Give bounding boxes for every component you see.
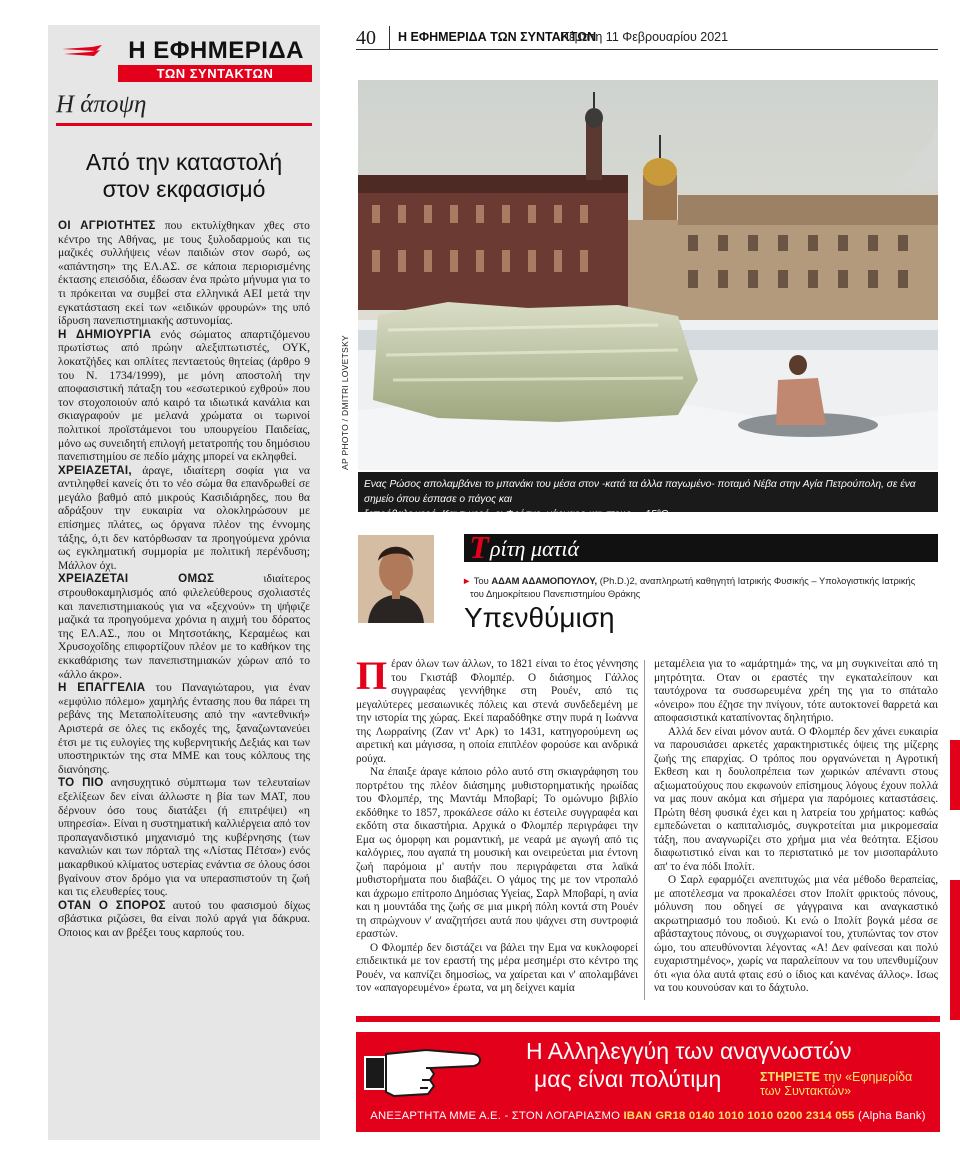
ad-bank-name: (Alpha Bank): [854, 1110, 926, 1122]
ad-subheadline: μας είναι πολύτιμη: [534, 1066, 722, 1092]
opinion-paragraph: [58, 219, 310, 328]
article-paragraph: μεταμέλεια για το «αμάρτημά» της, να μη συγκινείται από τη μητρότητα. Οταν οι εραστές την εγκαταλείπουν και ταυτόχρονα τα συσσωρευμένα χρέη της για το σπάταλο «όνειρο» που έζησε την πνίγουν, τότε αυτοκτονεί θαρρετά και αποφασιστικά καταπίνοντας δηλητήριο.: [654, 658, 938, 724]
paragraph-text: αυτού του φασισμού δίχως σβάστικα ριζώσει, θα είναι πολύ αργά για δάκρυα. Οποιος και αν βρέξει τους καρπούς του.: [58, 898, 310, 939]
page-number: 40: [356, 26, 390, 50]
paragraph-text: που εκτυλίχθηκαν χθες στο κέντρο της Αθήνας, με τους ξυλοδαρμούς και τις μαζικές συλλήψεις νέων παιδιών στον σωρό, ως «απάντηση» της ΕΛ.ΑΣ. σε κάποια περιορισμένης έκτασης επεισόδια, έδωσαν ένα πρώτο μήνυμα για το τι πρόκειται να συμβεί στα ελληνικά ΑΕΙ μετά την εγκατάσταση εκεί των «ειδικών φρουρών» της υπό ίδρυση πανεπιστημιακής αστυνομίας.: [58, 219, 310, 328]
article-column-2: [654, 658, 938, 996]
opinion-headline-line2: στον εκφασισμό: [102, 176, 266, 202]
article-title: Υπενθύμιση: [464, 602, 615, 633]
photo-caption: [358, 472, 938, 520]
byline-author-name: ΑΔΑΜ ΑΔΑΜΟΠΟΥΛΟΥ,: [491, 575, 598, 586]
header-paper-name: Η ΕΦΗΜΕΡΙΔΑ ΤΩΝ ΣΥΝΤΑΚΤΩΝ: [398, 30, 597, 44]
opinion-paragraph: [58, 681, 310, 776]
article-paragraph: Να έπαιξε άραγε κάποιο ρόλο αυτό στη σκιαγράφηση του πορτρέτου της πλέον διάσημης μυθιστορηματικής ηρωίδας του Φλομπέρ, της Μαντάμ Μποβαρί; Το ομώνυμο βιβλίο εκδόθηκε το 1857, προκάλεσε σάλο κι έστειλε συγγραφέα και εκδότη στα δικαστήρια. Αρχικά ο Φλομπέρ περιγράφει την Εμα ως όμορφη και ρομαντική, με νεαρά με αγωγή από τις καλόγριες, που αγαπά τη μουσική και ονειρεύεται μια έντονη ζωή παρόμοια μ' αυτήν που περιγράφεται στα λαϊκά μυθιστορήματα που διαβάζει. Ο γάμος της με τον ντροπαλό και άχρωμο επίτροπο Δημόσιας Υγείας, Σαρλ Μποβαρί, η ανία και η μουντάδα της ζωής σε μια μικρή πόλη κοντά στη Ρουέν τη σπρώχνουν ν' αναζητήσει αυτά που ψάχνει στη συντροφιά εραστών.: [356, 766, 638, 940]
opinion-paragraph: [58, 572, 310, 681]
ad-footer-prefix: ΑΝΕΞΑΡΤΗΤΑ ΜΜΕ Α.Ε. - ΣΤΟΝ ΛΟΓΑΡΙΑΣΜΟ: [370, 1110, 624, 1122]
pointing-hand-icon: [364, 1040, 482, 1110]
byline-prefix: Του: [473, 575, 492, 586]
article-column-1: [356, 653, 638, 996]
paragraph-lead: Η ΔΗΜΙΟΥΡΓΙΑ: [58, 327, 152, 341]
article-paragraph: Αλλά δεν είναι μόνον αυτά. Ο Φλομπέρ δεν χάνει ευκαιρία να παρουσιάσει αρκετές χαρακτηριστικές όψεις της μίζερης ζωής της επαρχίας. Ο τρόπος που οργανώνεται η Αγροτική Εκθεση και η δουλοπρέπεια των χωρικών απέναντι στους αξιωματούχους που εκφωνούν επίσημους λόγους έχουν πολλά να μας πουν ακόμα και σήμερα για παρόμοιες καταστάσεις. Πρώτη θέση φυσικά έχει και η λατρεία του χρήματος: καθώς εμπεδώνεται ο καπιταλισμός, συγκροτείται μια μικρομεσαία τάξη, που αναγνωρίζει στο χρήμα μια νέα θεότητα. Εξίσου διαφωτιστικό είναι και το περιστατικό με τον μισοπαράλυτο απ' το ένα πόδι Ιπολίτ.: [654, 725, 938, 873]
byline-credentials: (Ph.D.)2, αναπληρωτή καθηγητή Ιατρικής Φυσικής – Υπολογιστικής Ιατρικής: [597, 575, 916, 586]
article-paragraph: [356, 653, 638, 766]
article-paragraph: Ο Σαρλ εφαρμόζει ανεπιτυχώς μια νέα μέθοδο θεραπείας, με αποτέλεσμα να προκαλέσει στον Ιπολίτ φρικτούς πόνους, μόλυνση που οδηγεί σε γάγγραινα και αναγκαστικό ακρωτηριασμό του ποδιού. Κι ενώ ο Ιπολίτ βογκά μέσα σε αβάσταχτους πόνους, οι συγχωριανοί του, χτυπώντας τον στον ώμο, του απευθύνονται λέγοντας «Α! Δεν φαίνεσαι και πολύ ευχαριστημένος», χωρίς να παραλείπουν να του υπενθυμίζουν ότι «για όλα αυτά φταις εσύ ο ίδιος και κανένας άλλος». Ισως να του κουνούσαν και το δάχτυλο.: [654, 874, 938, 994]
paragraph-lead: ΟΙ ΑΓΡΙΟΤΗΤΕΣ: [58, 219, 156, 232]
column-section-initial: Τ: [469, 529, 489, 565]
paragraph-lead: Η ΕΠΑΓΓΕΛΙΑ: [58, 681, 146, 695]
byline-arrow-icon: ►: [462, 575, 472, 586]
column-section-title: ρίτη ματιά: [490, 536, 580, 561]
opinion-headline-line1: Από την καταστολή: [85, 149, 283, 175]
masthead-subtitle: ΤΩΝ ΣΥΝΤΑΚΤΩΝ: [118, 65, 312, 82]
ad-top-rule: [356, 1016, 940, 1022]
side-edge-mark: [950, 880, 960, 1020]
opinion-paragraph: [58, 899, 310, 940]
ad-iban-label: IBAN: [623, 1110, 652, 1122]
paragraph-text: του Παναγιώταρου, για έναν «εμφύλιο πόλεμο» χαμηλής έντασης που θα πάρει τη ρεβάνς της Μεταπολίτευσης από την «αντεθνική» Αριστερά σε όλες τις εκδοχές της, ξαναζωντανεύει έτσι με τις ευλογίες της κυβερνητικής Δεξιάς και των υποστηρικτών της στα ΜΜΕ και τους κόλπους της διανόησης.: [58, 681, 311, 776]
opinion-paragraph: [58, 328, 310, 464]
paragraph-lead: ΟΤΑΝ Ο ΣΠΟΡΟΣ: [58, 898, 166, 912]
article-dropcap: Π: [356, 653, 388, 698]
paragraph-lead: ΤΟ ΠΙΟ: [58, 776, 104, 790]
side-edge-mark: [950, 740, 960, 810]
column-divider: [644, 660, 645, 1000]
neva-river-photo: [358, 80, 938, 470]
opinion-headline: [56, 149, 312, 203]
byline-line1: [462, 574, 942, 587]
byline: [462, 574, 942, 600]
paragraph-lead: ΧΡΕΙΑΖΕΤΑΙ,: [58, 463, 132, 477]
paragraph-text: ανησυχητικό σύμπτωμα των τελευταίων εξελίξεων δεν είναι άλλωστε η βία των ΜΑΤ, που δέρνουν όσο τους διατάξει (ή επιτρέψει) «η υπηρεσία». Είναι η συστηματική καλλιέργεια από τον προπαγανδιστικό μηχανισμό της κυβέρνησης (των καναλιών και των πόρταλ της «Λίστας Πέτσα») ενός μακαρθικού κλίματος υστερίας ενάντια σε όλους όσοι βγαίνουν στον δρόμο για να υπερασπιστούν τη ζωή και τις ελευθερίες τους.: [58, 776, 310, 899]
ad-support-rest: την «Εφημερίδα των Συντακτών»: [760, 1070, 913, 1098]
ad-headline: Η Αλληλεγγύη των αναγνωστών: [526, 1038, 852, 1064]
opinion-body: [58, 219, 310, 939]
page-header: [356, 26, 938, 50]
paragraph-text: ιδιαίτερος στρουθοκαμηλισμός από φιλελεύθερους σχολιαστές και πανεπιστημιακούς για να «ξεχνούν» τη ψήφιζε μαζικά τα προηγούμενα χρόνια η αιχμή του δόρατος της ΕΛ.ΑΣ., που οι Μητσοτάκης, Κεραμέως και Χρυσοχοΐδης επιφορτίζουν πλέον με το καθήκον της εκκαθάρισης των πανεπιστημιακών χώρων από το «άλλο άκρο».: [58, 572, 311, 681]
paragraph-lead: ΧΡΕΙΑΖΕΤΑΙ ΟΜΩΣ: [58, 572, 215, 586]
opinion-paragraph: [58, 776, 310, 898]
column-section-bar: [464, 529, 938, 565]
ad-support-text: [760, 1070, 936, 1098]
ad-iban-number: GR18 0140 1010 1010 0200 2314 055: [651, 1110, 855, 1122]
header-date: Πέμπτη 11 Φεβρουαρίου 2021: [560, 30, 729, 44]
ad-bank-account: [356, 1110, 940, 1122]
masthead-logo: [56, 37, 312, 83]
masthead-title: Η ΕΦΗΜΕΡΙΔΑ: [128, 37, 304, 64]
author-portrait: [358, 535, 434, 623]
article-paragraph: Ο Φλομπέρ δεν διστάζει να βάλει την Εμα να κυκλοφορεί επιδεικτικά με τον εραστή της μέρα μεσημέρι στο κέντρο της Ρουέν, να καπνίζει δημοσίως, να χαίρεται και ν' απολαμβάνει τον «απαγορευμένο» έρωτα, να μη δείχνει καμία: [356, 941, 638, 994]
section-label: Η άποψη: [56, 91, 312, 126]
article-paragraph-text: έραν όλων των άλλων, το 1821 είναι το έτος γέννησης του Γκιστάβ Φλομπέρ. Ο διάσημος Γάλλος συγγραφέας γεννήθηκε στη Ρουέν, από τις μεγαλύτερες μεσαιωνικές πόλεις και στενά συνδεδεμένη με την ιστορία της χώρας. Εκεί παραδόθηκε στην πυρά η Ιωάννα της Λωρραίνης (Ζαν ντ' Αρκ) το 1431, κατηγορούμενη ως αιρετική και μάγισσα, η οποία επιπλέον φορούσε και ανδρικά ρούχα.: [356, 658, 638, 765]
photo-caption-line2: ξεπρόβαλε νερό. Και τι νερό, ε; Φρέσκο, γάργαρο και στους... -15°C: [364, 509, 669, 520]
paragraph-text: άραγε, ιδιαίτερη σοφία για να αντιληφθεί κανείς ότι το νέο σώμα θα επανδρωθεί σε μεγάλο βαθμό από μικρούς Κασιδιάρηδες, που θα αδράξουν την ευκαιρία να ολοκληρώσουν με επίσημες πλάτες, ως όργανα πλέον της έννομης τάξης, ό,τι δεν κατόρθωσαν τα προηγούμενα χρόνια ως εγκληματική συμμορία με πολιτική περένδυση; Μάλλον όχι.: [58, 463, 310, 572]
ad-support-verb: ΣΤΗΡΙΞΤΕ: [760, 1070, 820, 1084]
photo-caption-line1: Ενας Ρώσος απολαμβάνει το μπανάκι του μέσα στον -κατά τα άλλα παγωμένο- ποταμό Νέβα στην Αγία Πετρούπολη, σε ένα σημείο όπου έσπασε ο πάγος και: [364, 479, 916, 505]
opinion-paragraph: [58, 464, 310, 573]
paragraph-text: ενός σώματος απαρτιζόμενου πρωτίστως από πρώην αλεξιπτωτιστές, ΟΥΚ, λοκατζήδες και οπλίτες πενταετούς θητείας (άρθρο 9 του Ν. 1734/1999), με μόνη αποστολή την αποφασιστική πάταξη του «εσωτερικού εχθρού» που τον στοχοποιούν από καιρό τα ιδιωτικά κανάλια και σκιαγραφούν με μελανά χρώματα οι τωρινοί πολιτικοί προϊστάμενοι του υπουργείου Παιδείας, μόνο ως συνειδητή επιλογή μετατροπής του δημόσιου πανεπιστημίου σε πεδίο μάχης μπορεί να εκληφθεί.: [58, 327, 310, 464]
photo-credit: AP PHOTO / DMITRI LOVETSKY: [340, 334, 350, 470]
byline-line2: του Δημοκρίτειου Πανεπιστημίου Θράκης: [470, 588, 641, 599]
solidarity-ad[interactable]: [356, 1032, 940, 1132]
opinion-column: [48, 25, 320, 1140]
